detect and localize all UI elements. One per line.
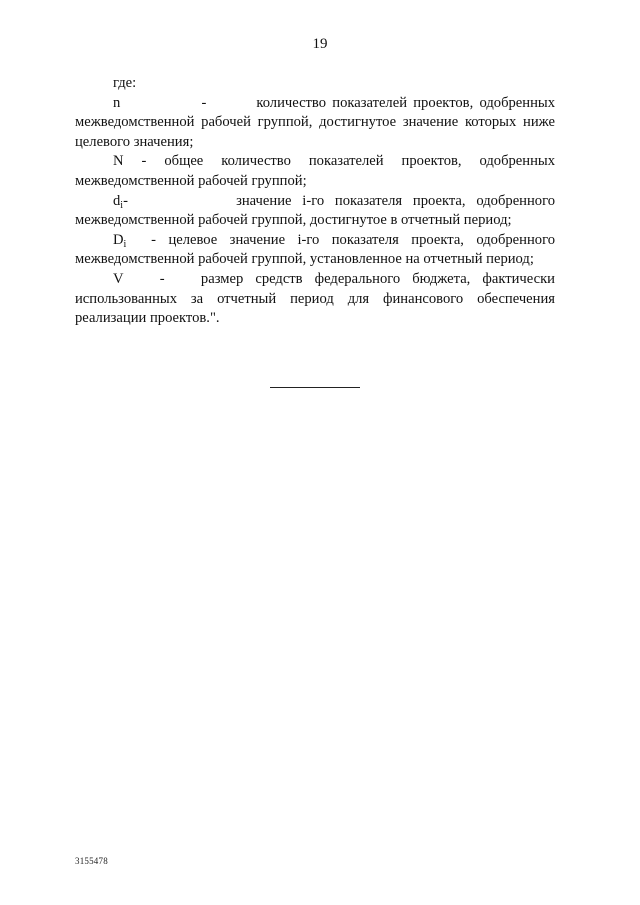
- end-separator-line: [270, 387, 360, 388]
- definition-dash: -: [151, 231, 157, 248]
- definition-text: значение i-го показателя проекта, одобренного межведомственной рабочей группой, достигнутое в отчетный период;: [75, 192, 556, 229]
- definition-symbol: V: [113, 270, 124, 287]
- page-number: 19: [312, 36, 328, 52]
- definition-text: целевое значение i-го показателя проекта, одобренного межведомственной рабочей группой, установленное на отчетный период;: [75, 231, 555, 268]
- definition-N: [75, 152, 555, 191]
- definition-d-i: [75, 192, 555, 231]
- document-code: 3155478: [75, 856, 108, 866]
- definition-symbol: n: [113, 94, 121, 111]
- definition-dash: -: [123, 192, 128, 209]
- definition-dash: -: [159, 270, 165, 287]
- definition-symbol: N: [113, 153, 124, 170]
- definition-symbol: $d_i$: [113, 192, 124, 211]
- definition-n: [75, 94, 555, 153]
- definition-dash: -: [141, 153, 147, 170]
- definition-D-i: [75, 231, 555, 270]
- definition-symbol: $D_i$: [113, 231, 127, 250]
- definition-text: общее количество показателей проектов, одобренных межведомственной рабочей группой;: [75, 153, 556, 189]
- document-body: [75, 74, 555, 329]
- definition-text: количество показателей проектов, одобренных межведомственной рабочей группой, достигнутое значение которых ниже целевого значения;: [75, 94, 555, 150]
- intro-label: где:: [113, 75, 137, 91]
- definition-dash: -: [201, 94, 207, 111]
- definition-V: [75, 270, 555, 329]
- definition-text: размер средств федерального бюджета, фактически использованных за отчетный период для финансового обеспечения реализации проектов.".: [75, 270, 555, 327]
